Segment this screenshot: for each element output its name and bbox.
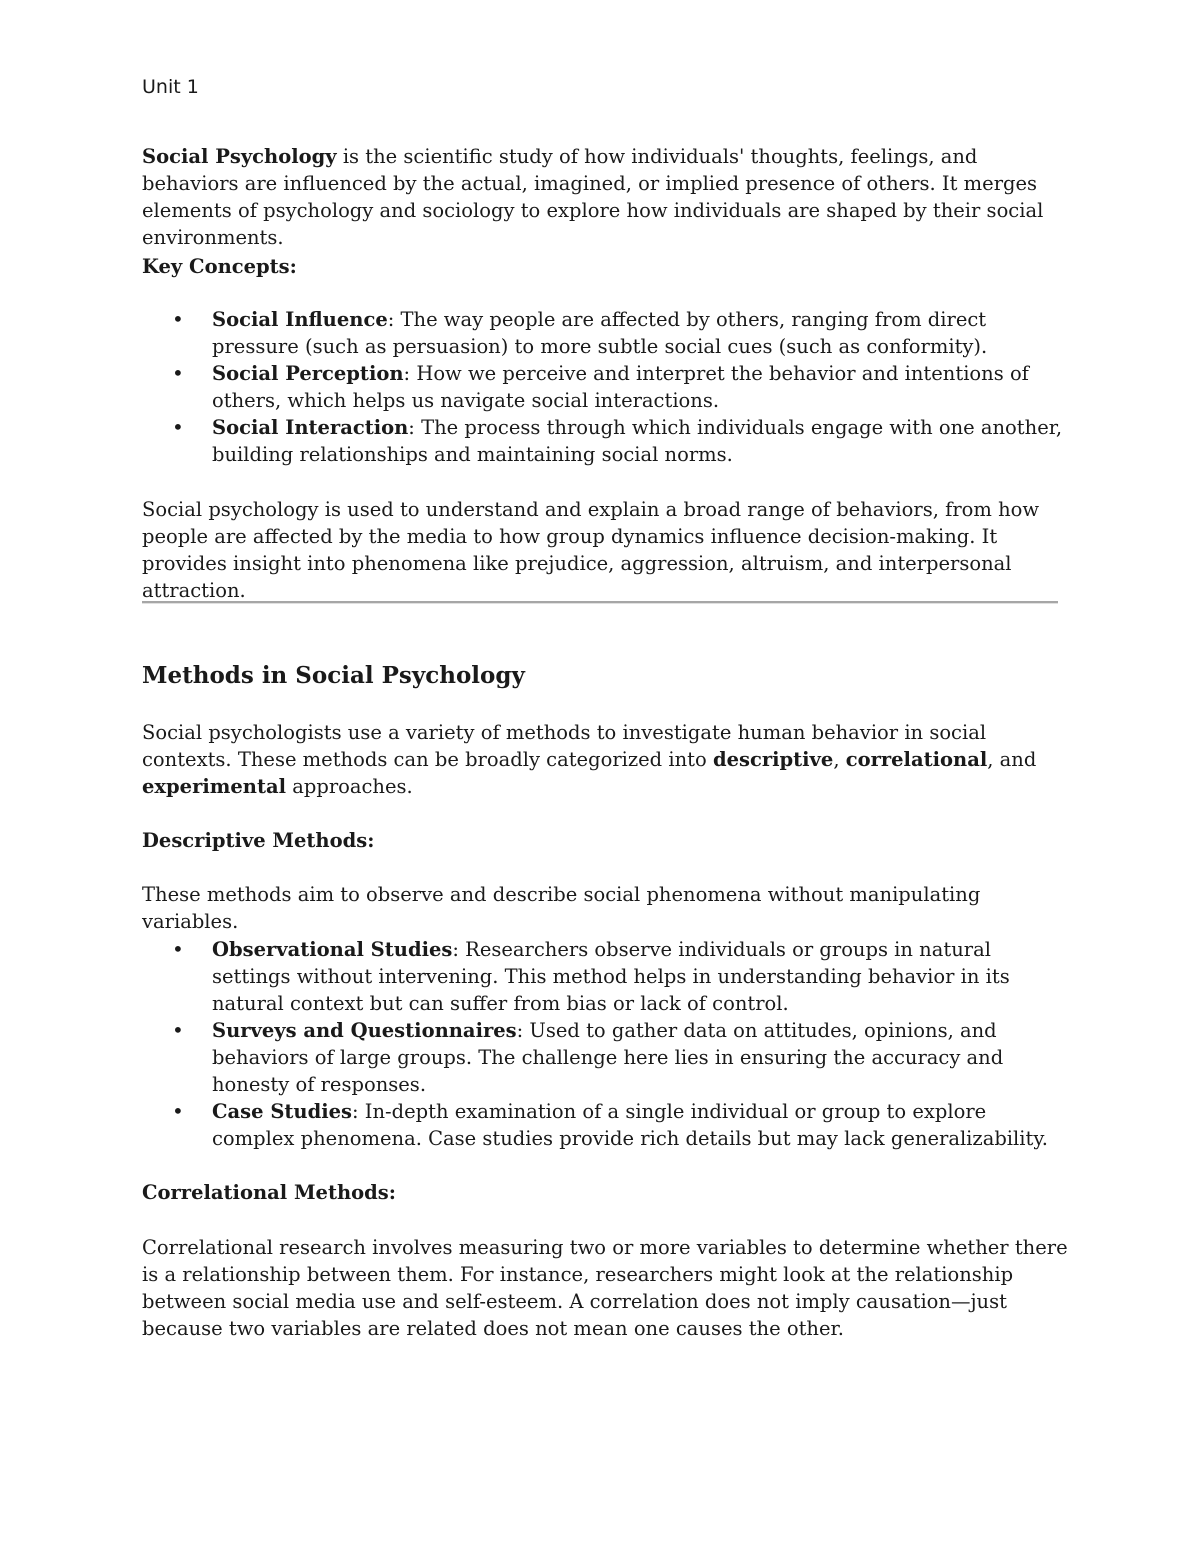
list-item-term: Social Influence [212, 308, 388, 331]
list-item-text: : The process through which individuals engage with one another, building relationships and maintaining social norms. [212, 416, 1063, 466]
list-item-term: Social Interaction [212, 416, 409, 439]
term-descriptive: descriptive [712, 748, 834, 771]
methods-intro-paragraph: Social psychologists use a variety of methods to investigate human behavior in social contexts. These methods can be broadly categorized into descriptive, correlational, and experimental approaches. [142, 721, 1037, 798]
intro-term: Social Psychology [142, 145, 337, 168]
list-item-text: : How we perceive and interpret the behavior and intentions of others, which helps us navigate social interactions. [212, 362, 1029, 412]
list-item-term: Surveys and Questionnaires [212, 1019, 517, 1042]
section-title: Methods in Social Psychology [142, 662, 525, 689]
descriptive-lead: These methods aim to observe and describe social phenomena without manipulating variables. [142, 883, 981, 933]
correlational-methods-heading: Correlational Methods: [142, 1181, 396, 1204]
list-item-term: Observational Studies [212, 938, 453, 961]
key-concepts-list [142, 306, 1072, 468]
intro-paragraph [142, 143, 1072, 251]
list-item [142, 414, 1072, 468]
list-item-text: : The way people are affected by others, ranging from direct pressure (such as persuasion) to more subtle social cues (such as conformity). [212, 308, 988, 358]
unit-label: Unit 1 [142, 76, 199, 98]
list-item-term: Case Studies [212, 1100, 353, 1123]
list-item-text: : Used to gather data on attitudes, opinions, and behaviors of large groups. The challenge here lies in ensuring the accuracy and honesty of responses. [212, 1019, 1004, 1096]
term-correlational: correlational [845, 748, 988, 771]
intro-text: is the scientific study of how individuals' thoughts, feelings, and behaviors are influenced by the actual, imagined, or implied presence of others. It merges elements of psychology and sociology to explore how individuals are shaped by their social environments. [142, 145, 1044, 249]
list-item [142, 306, 1072, 360]
key-concepts-heading: Key Concepts: [142, 255, 297, 278]
list-item-term: Social Perception [212, 362, 404, 385]
list-item-text: : Researchers observe individuals or groups in natural settings without intervening. This method helps in understanding behavior in its natural context but can suffer from bias or lack of control. [212, 938, 1010, 1015]
descriptive-methods-heading: Descriptive Methods: [142, 829, 375, 852]
list-item [142, 360, 1072, 414]
correlational-paragraph: Correlational research involves measuring two or more variables to determine whether there is a relationship between them. For instance, researchers might look at the relationship between social media use and self-esteem. A correlation does not imply causation—just because two variables are related does not mean one causes the other. [142, 1236, 1068, 1340]
list-item [142, 1098, 1072, 1152]
list-item [142, 936, 1072, 1017]
list-item [142, 1017, 1072, 1098]
horizontal-divider [142, 601, 1058, 604]
list-item-text: : In-depth examination of a single individual or group to explore complex phenomena. Case studies provide rich details but may lack generalizability. [212, 1100, 1048, 1150]
term-experimental: experimental [142, 775, 287, 798]
summary-paragraph: Social psychology is used to understand and explain a broad range of behaviors, from how people are affected by the media to how group dynamics influence decision-making. It provides insight into phenomena like prejudice, aggression, altruism, and interpersonal attraction. [142, 498, 1040, 602]
descriptive-methods-list [142, 936, 1072, 1152]
